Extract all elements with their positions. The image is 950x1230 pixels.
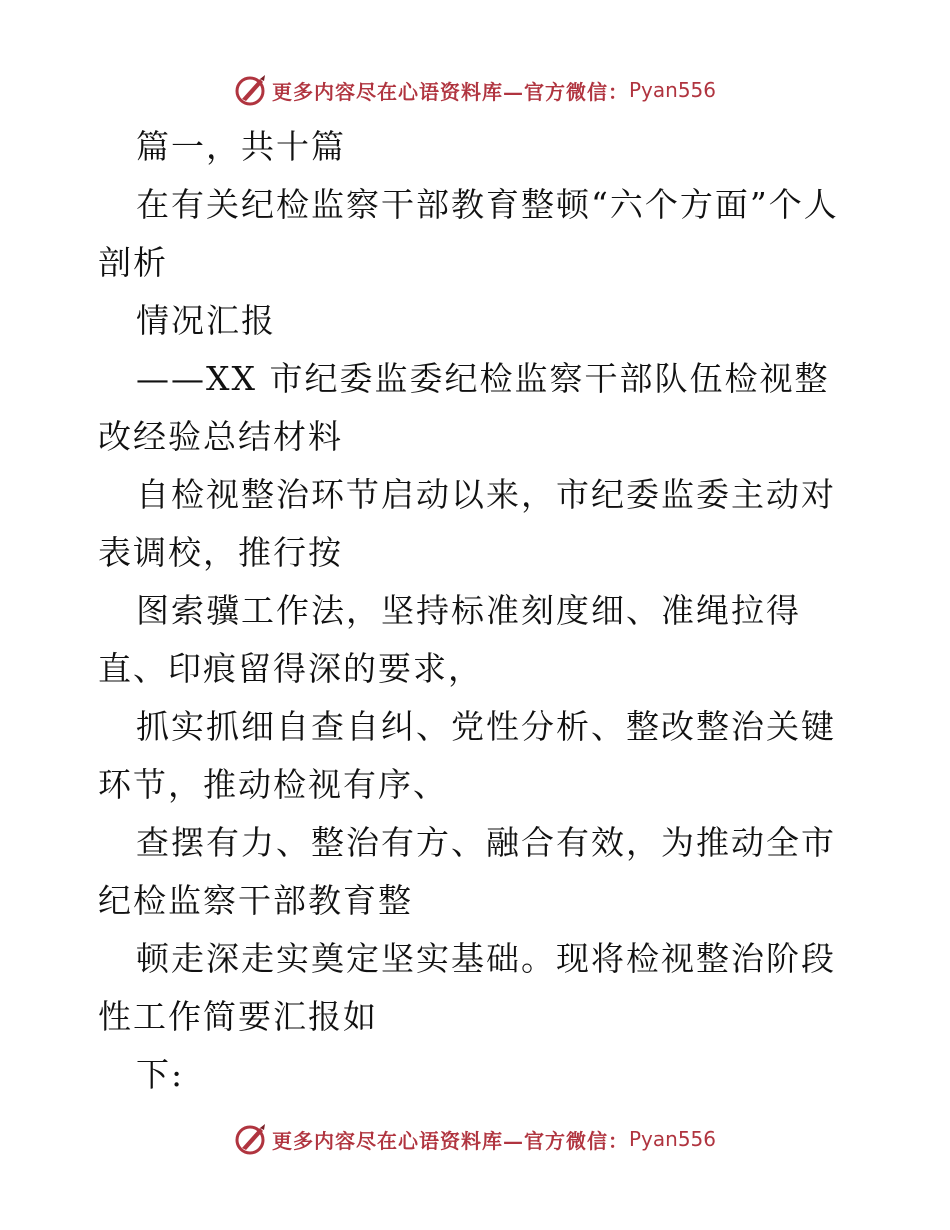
- paragraph: ——XX 市纪委监委纪检监察干部队伍检视整改经验总结材料: [98, 359, 830, 456]
- footer-banner: [0, 1117, 950, 1161]
- banner-wechat-id: Pyan556: [628, 78, 716, 102]
- banner-wechat-id: Pyan556: [628, 1127, 716, 1151]
- paragraph: 篇一，共十篇: [136, 127, 346, 166]
- paragraph: 图索骥工作法，坚持标准刻度细、准绳拉得直、印痕留得深的要求，: [98, 591, 801, 688]
- quill-pen-logo-icon: [234, 73, 268, 107]
- paragraph: 下:: [136, 1055, 185, 1094]
- document-body: [98, 118, 850, 1104]
- paragraph: 查摆有力、整治有方、融合有效，为推动全市纪检监察干部教育整: [98, 823, 836, 920]
- paragraph: 在有关纪检监察干部教育整顿“六个方面”个人剖析: [98, 185, 839, 282]
- header-banner: [0, 68, 950, 112]
- paragraph: 情况汇报: [136, 301, 276, 340]
- banner-text: 更多内容尽在心语资料库—官方微信：: [271, 79, 629, 104]
- banner-text: 更多内容尽在心语资料库—官方微信：: [271, 1128, 629, 1153]
- paragraph: 自检视整治环节启动以来，市纪委监委主动对表调校，推行按: [98, 475, 836, 572]
- paragraph: 抓实抓细自查自纠、党性分析、整改整治关键环节，推动检视有序、: [98, 707, 836, 804]
- quill-pen-logo-icon: [234, 1122, 268, 1156]
- paragraph: 顿走深走实奠定坚实基础。现将检视整治阶段性工作简要汇报如: [98, 939, 836, 1036]
